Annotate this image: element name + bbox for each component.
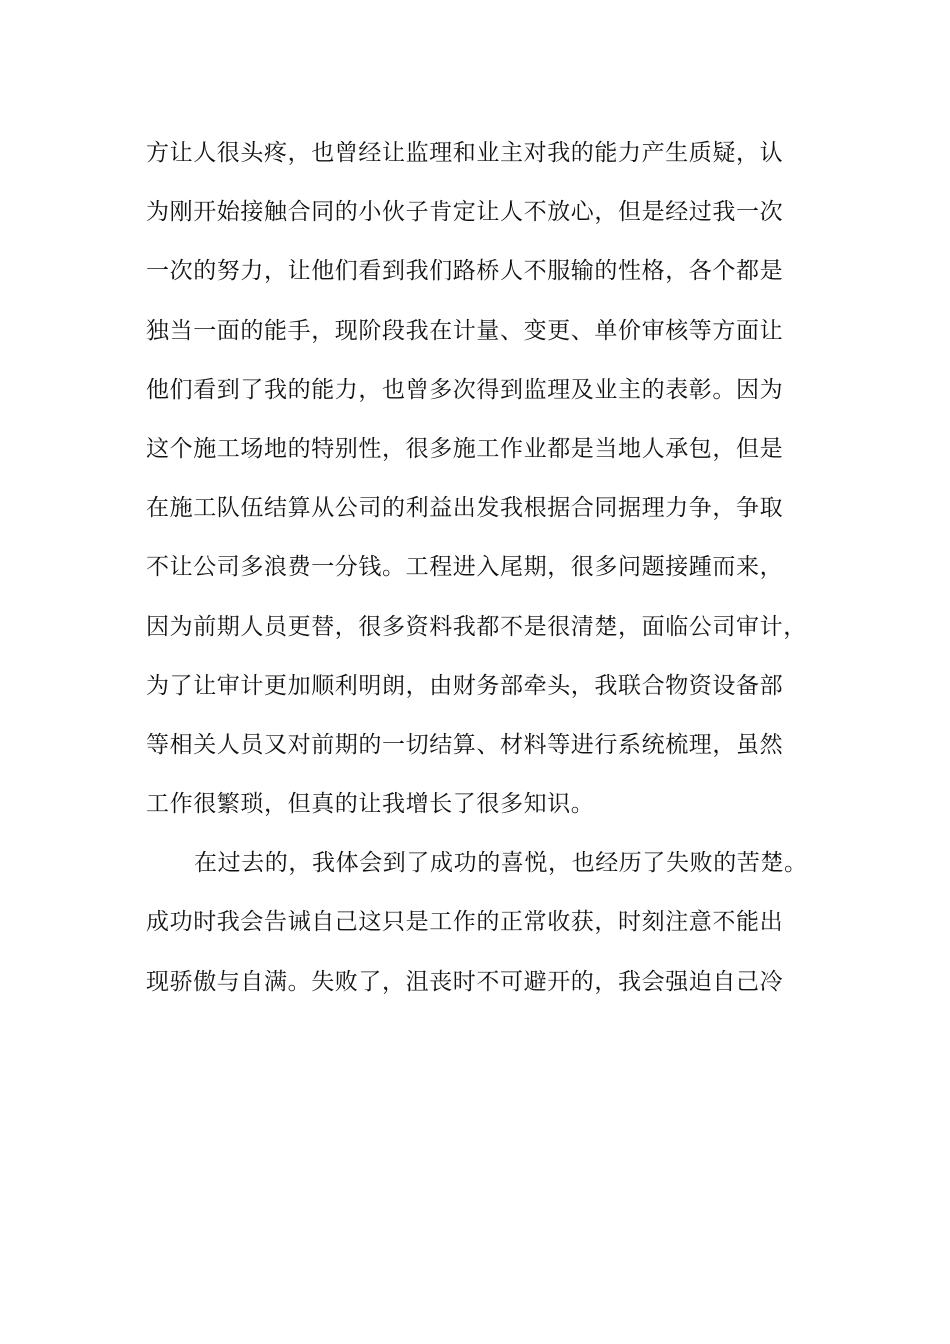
text-line: 独当一面的能手，现阶段我在计量、变更、单价审核等方面让: [146, 317, 784, 344]
text-line: 在施工队伍结算从公司的利益出发我根据合同据理力争，争取: [146, 495, 784, 522]
text-line: 这个施工场地的特别性，很多施工作业都是当地人承包，但是: [146, 435, 784, 462]
text-line: 成功时我会告诫自己这只是工作的正常收获，时刻注意不能出: [146, 909, 784, 936]
text-line: 现骄傲与自满。失败了，沮丧时不可避开的，我会强迫自己冷: [146, 968, 784, 995]
text-line: 为刚开始接触合同的小伙子肯定让人不放心，但是经过我一次: [146, 199, 784, 226]
text-line: 为了让审计更加顺利明朗，由财务部牵头，我联合物资设备部: [146, 672, 784, 699]
text-line: 等相关人员又对前期的一切结算、材料等进行系统梳理，虽然: [146, 731, 784, 758]
body-text: [146, 130, 806, 1018]
text-line: 不让公司多浪费一分钱。工程进入尾期，很多问题接踵而来，: [146, 554, 784, 581]
text-line: 因为前期人员更替，很多资料我都不是很清楚，面临公司审计，: [146, 613, 807, 640]
text-line: 工作很繁琐，但真的让我增长了很多知识。: [146, 791, 595, 818]
text-line: 他们看到了我的能力，也曾多次得到监理及业主的表彰。因为: [146, 376, 784, 403]
text-line: 一次的努力，让他们看到我们路桥人不服输的性格，各个都是: [146, 258, 784, 285]
paragraph-start-line: 在过去的，我体会到了成功的喜悦，也经历了失败的苦楚。: [194, 850, 808, 877]
text-line: 方让人很头疼，也曾经让监理和业主对我的能力产生质疑，认: [146, 140, 784, 166]
